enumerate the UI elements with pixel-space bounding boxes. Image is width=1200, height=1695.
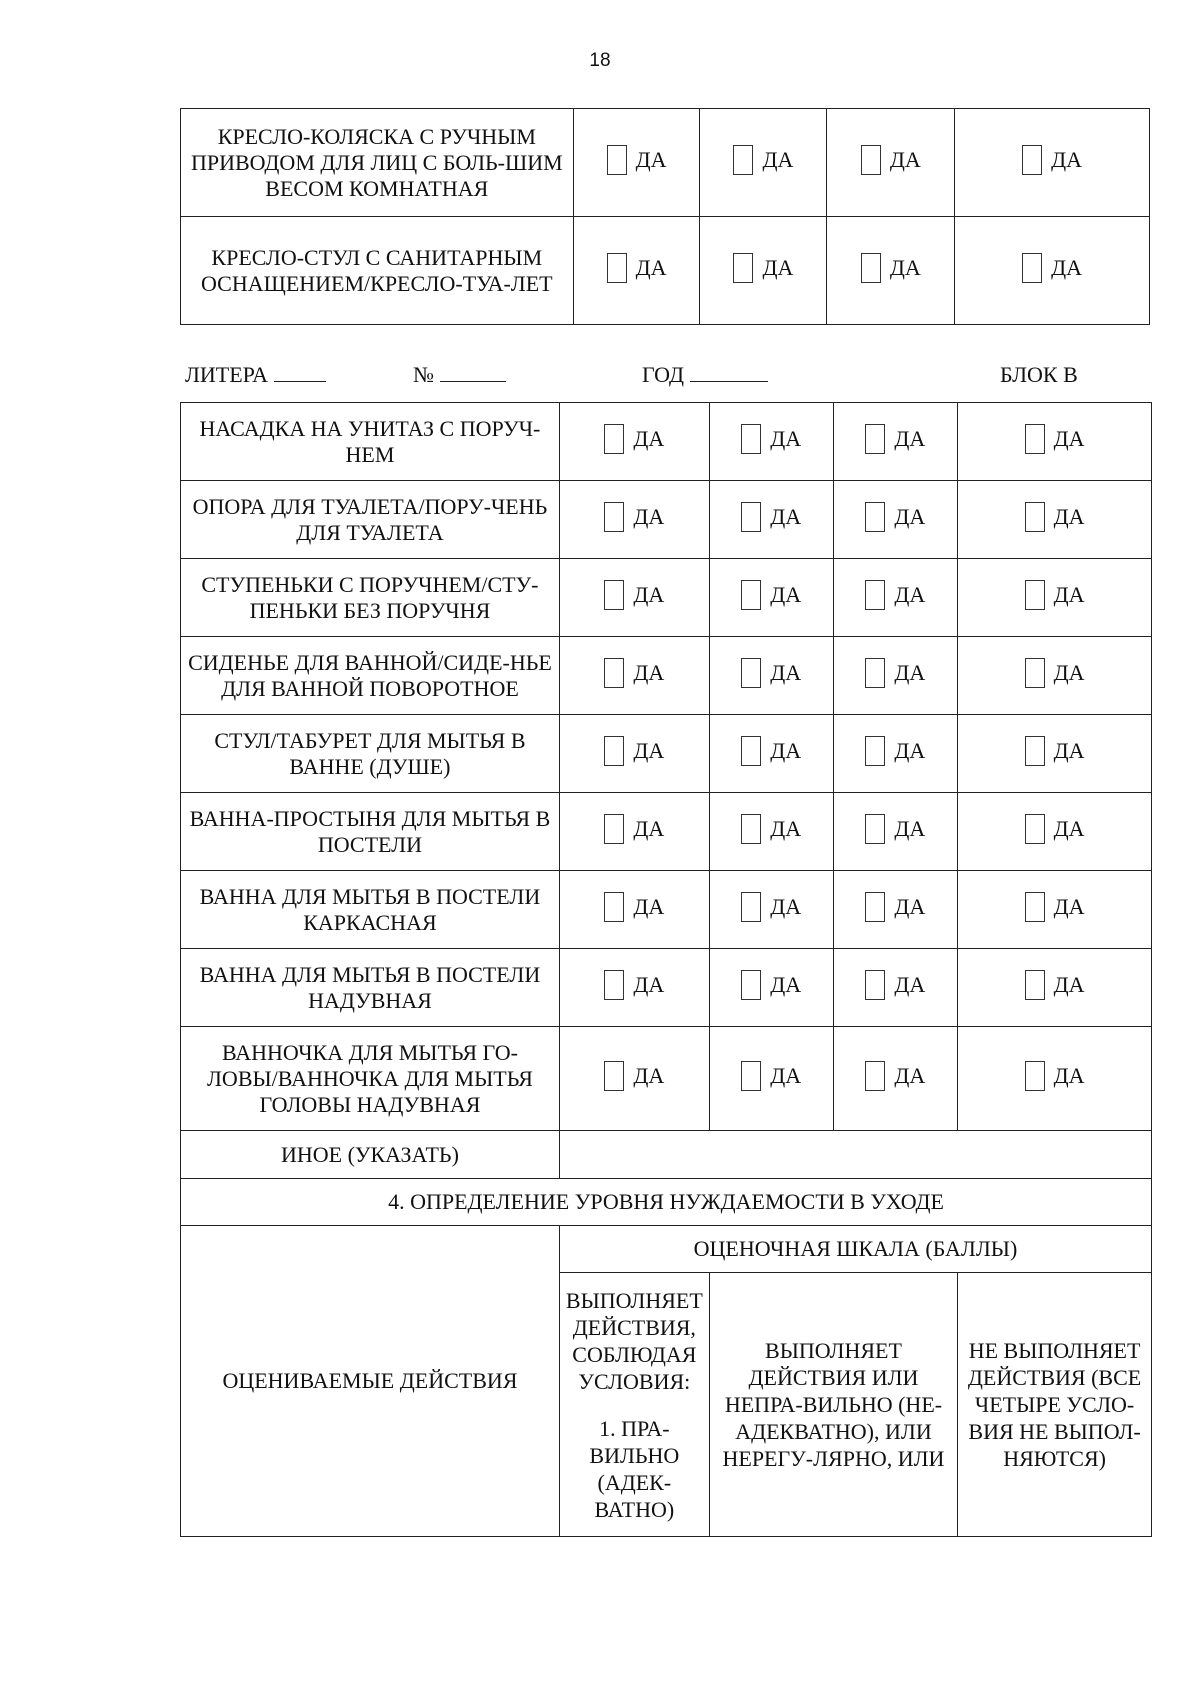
checkbox-box: [607, 253, 627, 283]
other-input[interactable]: [559, 1131, 1151, 1179]
yes-checkbox[interactable]: ДА: [861, 253, 921, 283]
checkbox-box: [604, 424, 624, 454]
table-row: [181, 793, 1152, 871]
table-row: [181, 481, 1152, 559]
checkbox-box: [865, 658, 885, 688]
yes-checkbox[interactable]: ДА: [865, 814, 925, 844]
yes-checkbox[interactable]: ДА: [604, 1061, 664, 1091]
checkbox-box: [865, 424, 885, 454]
yes-checkbox[interactable]: ДА: [865, 736, 925, 766]
yes-checkbox[interactable]: ДА: [865, 502, 925, 532]
checkbox-box: [741, 658, 761, 688]
row-label: СИДЕНЬЕ ДЛЯ ВАННОЙ/СИДЕ-НЬЕ ДЛЯ ВАННОЙ ПОВОРОТНОЕ: [181, 637, 560, 715]
row-label: КРЕСЛО-СТУЛ С САНИТАРНЫМ ОСНАЩЕНИЕМ/КРЕСЛО-ТУА-ЛЕТ: [181, 217, 574, 325]
yes-checkbox[interactable]: ДА: [1025, 970, 1085, 1000]
scale-title-row: [181, 1226, 1152, 1273]
table-row: [181, 1027, 1152, 1131]
checkbox-box: [865, 970, 885, 1000]
yes-checkbox[interactable]: ДА: [604, 736, 664, 766]
number-blank[interactable]: [440, 363, 506, 382]
yes-checkbox[interactable]: ДА: [1025, 814, 1085, 844]
yes-checkbox[interactable]: ДА: [1025, 502, 1085, 532]
yes-checkbox[interactable]: ДА: [607, 145, 667, 175]
table-row: [181, 871, 1152, 949]
checkbox-box: [604, 580, 624, 610]
litera-field: ЛИТЕРА: [185, 362, 326, 388]
row-label: ВАННА-ПРОСТЫНЯ ДЛЯ МЫТЬЯ В ПОСТЕЛИ: [181, 793, 560, 871]
checkbox-box: [1022, 145, 1042, 175]
checkbox-box: [741, 814, 761, 844]
checkbox-box: [607, 145, 627, 175]
yes-checkbox[interactable]: ДА: [1025, 1061, 1085, 1091]
scale-col-correct-item: 1. ПРА-ВИЛЬНО (АДЕК-ВАТНО): [589, 1415, 680, 1522]
row-label: КРЕСЛО-КОЛЯСКА С РУЧНЫМ ПРИВОДОМ ДЛЯ ЛИЦ С БОЛЬ-ШИМ ВЕСОМ КОМНАТНАЯ: [181, 109, 574, 217]
yes-checkbox[interactable]: ДА: [741, 814, 801, 844]
section-title: 4. ОПРЕДЕЛЕНИЕ УРОВНЯ НУЖДАЕМОСТИ В УХОДЕ: [181, 1179, 1152, 1226]
yes-checkbox[interactable]: ДА: [604, 970, 664, 1000]
yes-checkbox[interactable]: ДА: [865, 892, 925, 922]
yes-checkbox[interactable]: ДА: [733, 145, 793, 175]
checkbox-box: [865, 1061, 885, 1091]
checkbox-box: [865, 580, 885, 610]
yes-checkbox[interactable]: ДА: [1025, 736, 1085, 766]
row-label: НАСАДКА НА УНИТАЗ С ПОРУЧ-НЕМ: [181, 403, 560, 481]
row-label: ВАННА ДЛЯ МЫТЬЯ В ПОСТЕЛИ НАДУВНАЯ: [181, 949, 560, 1027]
yes-checkbox[interactable]: ДА: [865, 424, 925, 454]
checkbox-box: [1022, 253, 1042, 283]
checkbox-box: [861, 253, 881, 283]
yes-checkbox[interactable]: ДА: [741, 736, 801, 766]
checkbox-box: [1025, 658, 1045, 688]
yes-checkbox[interactable]: ДА: [741, 424, 801, 454]
yes-checkbox[interactable]: ДА: [733, 253, 793, 283]
yes-checkbox[interactable]: ДА: [604, 814, 664, 844]
block-label: БЛОК В: [1000, 362, 1078, 387]
yes-checkbox[interactable]: ДА: [1025, 424, 1085, 454]
row-label: ВАННОЧКА ДЛЯ МЫТЬЯ ГО-ЛОВЫ/ВАННОЧКА ДЛЯ МЫТЬЯ ГОЛОВЫ НАДУВНАЯ: [181, 1027, 560, 1131]
checkbox-box: [1025, 892, 1045, 922]
checkbox-box: [865, 502, 885, 532]
checkbox-box: [733, 145, 753, 175]
yes-checkbox[interactable]: ДА: [741, 1061, 801, 1091]
yes-checkbox[interactable]: ДА: [741, 580, 801, 610]
yes-checkbox[interactable]: ДА: [861, 145, 921, 175]
equipment-table-main: [180, 402, 1152, 1537]
checkbox-box: [741, 1061, 761, 1091]
table-row: [181, 217, 1150, 325]
equipment-table-top: [180, 108, 1150, 325]
checkbox-box: [741, 736, 761, 766]
scale-col-incorrect: ВЫПОЛНЯЕТ ДЕЙСТВИЯ ИЛИ НЕПРА-ВИЛЬНО (НЕ-АДЕКВАТНО), ИЛИ НЕРЕГУ-ЛЯРНО, ИЛИ: [709, 1273, 957, 1537]
year-blank[interactable]: [690, 363, 768, 382]
yes-checkbox[interactable]: ДА: [1025, 658, 1085, 688]
row-label: ОПОРА ДЛЯ ТУАЛЕТА/ПОРУ-ЧЕНЬ ДЛЯ ТУАЛЕТА: [181, 481, 560, 559]
actions-header: ОЦЕНИВАЕМЫЕ ДЕЙСТВИЯ: [181, 1226, 560, 1537]
checkbox-box: [1025, 502, 1045, 532]
section-title-row: [181, 1179, 1152, 1226]
table-row: [181, 949, 1152, 1027]
checkbox-box: [1025, 814, 1045, 844]
yes-checkbox[interactable]: ДА: [865, 970, 925, 1000]
checkbox-box: [865, 892, 885, 922]
checkbox-box: [741, 970, 761, 1000]
scale-col-not-performed: НЕ ВЫПОЛНЯЕТ ДЕЙСТВИЯ (ВСЕ ЧЕТЫРЕ УСЛО-ВИЯ НЕ ВЫПОЛ-НЯЮТСЯ): [958, 1273, 1152, 1537]
scale-col-correct-conditions: ВЫПОЛНЯЕТ ДЕЙСТВИЯ, СОБЛЮДАЯ УСЛОВИЯ:: [565, 1287, 703, 1394]
yes-checkbox[interactable]: ДА: [1025, 580, 1085, 610]
yes-checkbox[interactable]: ДА: [1022, 253, 1082, 283]
yes-checkbox[interactable]: ДА: [865, 658, 925, 688]
checkbox-box: [604, 970, 624, 1000]
checkbox-box: [865, 814, 885, 844]
scale-title: ОЦЕНОЧНАЯ ШКАЛА (БАЛЛЫ): [559, 1226, 1151, 1273]
table-row: [181, 403, 1152, 481]
yes-checkbox[interactable]: ДА: [604, 892, 664, 922]
table-row: [181, 637, 1152, 715]
checkbox-box: [1025, 580, 1045, 610]
row-label: СТУЛ/ТАБУРЕТ ДЛЯ МЫТЬЯ В ВАННЕ (ДУШЕ): [181, 715, 560, 793]
checkbox-box: [741, 580, 761, 610]
checkbox-box: [1025, 970, 1045, 1000]
checkbox-box: [604, 502, 624, 532]
yes-checkbox[interactable]: ДА: [741, 502, 801, 532]
yes-checkbox[interactable]: ДА: [741, 658, 801, 688]
page-number: 18: [589, 50, 611, 71]
yes-checkbox[interactable]: ДА: [1025, 892, 1085, 922]
checkbox-box: [604, 814, 624, 844]
checkbox-box: [861, 145, 881, 175]
checkbox-box: [741, 892, 761, 922]
yes-checkbox[interactable]: ДА: [604, 424, 664, 454]
table-row: [181, 715, 1152, 793]
litera-blank[interactable]: [274, 363, 326, 382]
checkbox-box: [865, 736, 885, 766]
checkbox-box: [741, 502, 761, 532]
table-row: [181, 559, 1152, 637]
yes-checkbox[interactable]: ДА: [865, 1061, 925, 1091]
checkbox-box: [1025, 736, 1045, 766]
checkbox-box: [604, 736, 624, 766]
checkbox-box: [1025, 424, 1045, 454]
yes-checkbox[interactable]: ДА: [604, 502, 664, 532]
yes-checkbox[interactable]: ДА: [865, 580, 925, 610]
checkbox-box: [604, 892, 624, 922]
checkbox-box: [604, 658, 624, 688]
other-row: [181, 1131, 1152, 1179]
yes-checkbox[interactable]: ДА: [741, 892, 801, 922]
checkbox-box: [604, 1061, 624, 1091]
row-label: СТУПЕНЬКИ С ПОРУЧНЕМ/СТУ-ПЕНЬКИ БЕЗ ПОРУЧНЯ: [181, 559, 560, 637]
yes-checkbox[interactable]: ДА: [741, 970, 801, 1000]
number-field: №: [413, 362, 506, 388]
checkbox-box: [741, 424, 761, 454]
table-row: [181, 109, 1150, 217]
year-field: ГОД: [642, 362, 768, 388]
other-label: ИНОЕ (УКАЗАТЬ): [181, 1131, 560, 1179]
yes-checkbox[interactable]: ДА: [607, 253, 667, 283]
scale-col-correct: [559, 1273, 709, 1537]
yes-checkbox[interactable]: ДА: [1022, 145, 1082, 175]
yes-checkbox[interactable]: ДА: [604, 658, 664, 688]
checkbox-box: [733, 253, 753, 283]
row-label: ВАННА ДЛЯ МЫТЬЯ В ПОСТЕЛИ КАРКАСНАЯ: [181, 871, 560, 949]
yes-checkbox[interactable]: ДА: [604, 580, 664, 610]
checkbox-box: [1025, 1061, 1045, 1091]
